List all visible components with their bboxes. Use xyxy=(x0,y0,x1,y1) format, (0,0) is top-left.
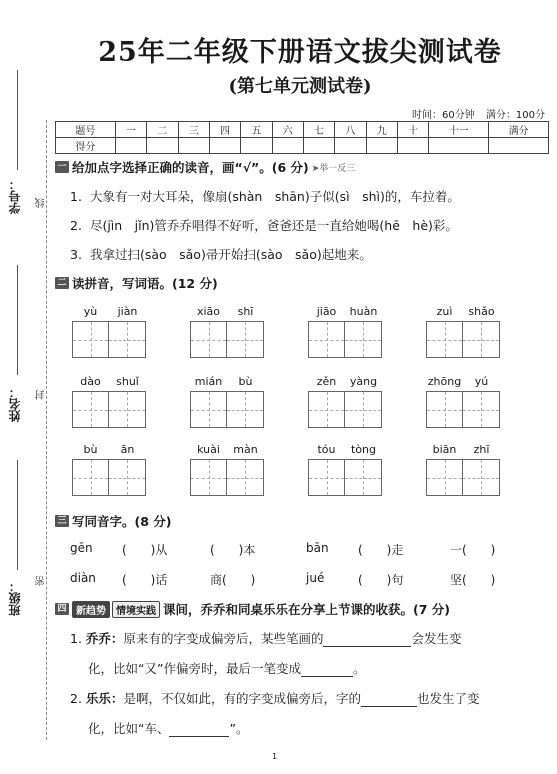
writing-box[interactable] xyxy=(308,321,345,358)
score-header-row xyxy=(56,122,549,138)
writing-box[interactable] xyxy=(227,391,264,428)
score-cell[interactable] xyxy=(115,138,146,154)
section-title: 给加点字选择正确的读音，画“√”。(6 分) xyxy=(72,160,309,175)
pinyin-word-group xyxy=(190,443,264,496)
homophone-blank[interactable]: ( )本 xyxy=(210,543,256,557)
question-number: 1. xyxy=(70,631,82,646)
pinyin: huàn xyxy=(349,305,378,318)
dialogue-line xyxy=(88,719,248,737)
question-number: 2. xyxy=(70,218,82,233)
writing-box[interactable] xyxy=(463,321,500,358)
section-title: 读拼音，写词语。(12 分) xyxy=(72,276,218,291)
writing-box[interactable] xyxy=(109,321,146,358)
writing-box[interactable] xyxy=(190,459,227,496)
pinyin-word-group xyxy=(72,305,146,358)
homophone-blank[interactable]: 坚( ) xyxy=(450,573,496,587)
seal-line xyxy=(46,120,47,740)
pinyin-word-group xyxy=(308,305,382,358)
pinyin: shuǐ xyxy=(116,375,139,388)
score-cell[interactable] xyxy=(178,138,209,154)
score-cell[interactable] xyxy=(209,138,240,154)
writing-box[interactable] xyxy=(227,459,264,496)
writing-box[interactable] xyxy=(190,391,227,428)
pinyin: bù xyxy=(238,375,253,388)
pinyin: màn xyxy=(233,443,258,456)
writing-box[interactable] xyxy=(463,391,500,428)
score-row-label: 得分 xyxy=(56,138,116,154)
pinyin: zhōng xyxy=(427,375,462,388)
name-label: 姓名： xyxy=(8,386,22,422)
dialogue-text: 会发生变 xyxy=(411,631,462,646)
pinyin-word-group xyxy=(426,443,500,496)
section-1-heading xyxy=(55,158,355,176)
writing-box[interactable] xyxy=(308,459,345,496)
student-no-underline xyxy=(17,70,18,170)
pinyin: yú xyxy=(474,375,489,388)
section-number: 四 xyxy=(55,603,69,615)
pinyin-word-group xyxy=(426,305,500,358)
question-text: 尽(jìn jǐn)管乔乔唱得不好听，爸爸还是一直给她喝(hē hè)彩。 xyxy=(89,218,458,233)
trend-badge: 新趋势 xyxy=(72,601,110,618)
section-number: 三 xyxy=(55,515,69,527)
writing-box[interactable] xyxy=(109,391,146,428)
answer-blank[interactable] xyxy=(169,724,229,737)
score-cell[interactable] xyxy=(241,138,272,154)
pinyin: zhī xyxy=(473,443,490,456)
pinyin: ān xyxy=(120,443,135,456)
score-cell[interactable] xyxy=(303,138,334,154)
pinyin: zěn xyxy=(316,375,337,388)
pinyin: bù xyxy=(83,443,98,456)
dialogue-text: 原来有的字变成偏旁后，某些笔画的 xyxy=(123,631,324,646)
writing-box[interactable] xyxy=(426,459,463,496)
dialogue-text: 也发生了变 xyxy=(416,691,480,706)
score-header-cell: 四 xyxy=(209,122,240,138)
page-title: 25年二年级下册语文拔尖测试卷 xyxy=(98,37,502,68)
homophone-pinyin: bān xyxy=(306,541,329,555)
question-number: 1. xyxy=(70,189,82,204)
binding-margin xyxy=(0,0,48,774)
writing-box[interactable] xyxy=(345,391,382,428)
pinyin: yù xyxy=(83,305,98,318)
seal-char-mi: 密 xyxy=(36,576,47,586)
pinyin: yàng xyxy=(349,375,378,388)
section-3-heading xyxy=(55,512,171,530)
writing-box[interactable] xyxy=(72,321,109,358)
page-number: 1 xyxy=(272,752,278,761)
full-score: 满分：100分 xyxy=(485,110,545,121)
score-cell[interactable] xyxy=(429,138,489,154)
score-cell[interactable] xyxy=(335,138,366,154)
score-header-cell: 八 xyxy=(335,122,366,138)
score-header-cell: 五 xyxy=(241,122,272,138)
question-item xyxy=(70,245,372,263)
pinyin-word-group xyxy=(308,375,382,428)
writing-box[interactable] xyxy=(345,321,382,358)
pinyin-word-group xyxy=(72,443,146,496)
score-header-cell: 十一 xyxy=(429,122,489,138)
writing-box[interactable] xyxy=(109,459,146,496)
seal-char-xian: 线 xyxy=(36,198,47,208)
question-item xyxy=(70,187,460,205)
question-number: 3. xyxy=(70,247,82,262)
name-underline xyxy=(17,265,18,375)
dialogue-text: 化，比如“又”作偏旁时，最后一笔变成 xyxy=(88,661,301,676)
pinyin: dào xyxy=(80,375,101,388)
speaker-name: 乐乐： xyxy=(85,691,124,706)
homophone-blank[interactable]: ( )走 xyxy=(358,543,404,557)
dialogue-line xyxy=(70,629,461,647)
pinyin: zuì xyxy=(436,305,453,318)
dialogue-text: 是啊，不仅如此，有的字变成偏旁后，字的 xyxy=(123,691,361,706)
writing-box[interactable] xyxy=(426,391,463,428)
homophone-blank[interactable]: ( )句 xyxy=(358,573,404,587)
question-item xyxy=(70,216,458,234)
score-header-cell: 十 xyxy=(397,122,428,138)
pinyin-word-group xyxy=(72,375,146,428)
exam-meta xyxy=(404,106,545,121)
score-input-row xyxy=(56,138,549,154)
dialogue-text: 化，比如“车、 xyxy=(88,721,170,736)
score-header-cell: 七 xyxy=(303,122,334,138)
homophone-blank[interactable]: ( )从 xyxy=(122,543,168,557)
class-label: 班级： xyxy=(8,580,22,616)
score-header-cell: 六 xyxy=(272,122,303,138)
time-limit: 时间：60分钟 xyxy=(411,110,475,121)
dialogue-text: 。 xyxy=(352,661,366,676)
pinyin-word-group xyxy=(190,305,264,358)
writing-box[interactable] xyxy=(190,321,227,358)
dialogue-line xyxy=(88,659,365,677)
answer-blank[interactable] xyxy=(361,694,417,707)
question-text: 我拿过扫(sào sǎo)帚开始扫(sào sǎo)起地来。 xyxy=(89,247,372,262)
score-cell[interactable] xyxy=(272,138,303,154)
score-header-cell: 二 xyxy=(147,122,178,138)
pinyin: jiàn xyxy=(117,305,138,318)
writing-box[interactable] xyxy=(308,391,345,428)
section-number: 二 xyxy=(55,277,69,289)
dialogue-text: ”。 xyxy=(229,721,249,736)
section-number: 一 xyxy=(55,161,69,173)
section-4-heading xyxy=(55,600,450,618)
pinyin: jiāo xyxy=(316,305,337,318)
pinyin: tòng xyxy=(351,443,376,456)
score-header-cell: 满分 xyxy=(489,122,549,138)
pinyin: mián xyxy=(194,375,223,388)
question-number: 2. xyxy=(70,691,82,706)
pinyin: tóu xyxy=(317,443,336,456)
section-note: ➤举一反三 xyxy=(311,163,356,174)
dialogue-line xyxy=(70,689,479,707)
pinyin-word-group xyxy=(308,443,382,496)
writing-box[interactable] xyxy=(345,459,382,496)
seal-char-feng: 封 xyxy=(36,390,47,400)
writing-box[interactable] xyxy=(463,459,500,496)
score-header-cell: 三 xyxy=(178,122,209,138)
speaker-name: 乔乔： xyxy=(85,631,124,646)
pinyin: kuài xyxy=(197,443,220,456)
writing-box[interactable] xyxy=(227,321,264,358)
score-header-cell: 题号 xyxy=(56,122,116,138)
answer-blank[interactable] xyxy=(323,634,411,647)
pinyin-word-group xyxy=(426,375,500,428)
pinyin-word-group xyxy=(190,375,264,428)
writing-box[interactable] xyxy=(72,391,109,428)
pinyin: shī xyxy=(237,305,254,318)
homophone-blank[interactable]: 商( ) xyxy=(210,573,256,587)
homophone-pinyin: diàn xyxy=(70,571,96,585)
score-table xyxy=(55,121,549,154)
writing-box[interactable] xyxy=(72,459,109,496)
homophone-blank[interactable]: ( )话 xyxy=(122,573,168,587)
homophone-pinyin: gēn xyxy=(70,541,93,555)
homophone-blank[interactable]: 一( ) xyxy=(450,543,496,557)
practice-badge: 情境实践 xyxy=(112,601,160,618)
homophone-pinyin: jué xyxy=(306,571,325,585)
score-cell[interactable] xyxy=(147,138,178,154)
question-text: 大象有一对大耳朵，像扇(shàn shān)子似(sì shì)的，车拉着。 xyxy=(89,189,460,204)
class-underline xyxy=(17,460,18,570)
pinyin: shǎo xyxy=(468,305,495,318)
pinyin: biān xyxy=(432,443,457,456)
score-cell[interactable] xyxy=(489,138,549,154)
section-title: 课间，乔乔和同桌乐乐在分享上节课的收获。(7 分) xyxy=(163,602,450,617)
page-subtitle: (第七单元测试卷) xyxy=(228,76,372,97)
score-header-cell: 一 xyxy=(115,122,146,138)
student-no-label: 学号： xyxy=(8,178,22,214)
score-cell[interactable] xyxy=(397,138,428,154)
pinyin: xiāo xyxy=(196,305,221,318)
score-header-cell: 九 xyxy=(366,122,397,138)
score-cell[interactable] xyxy=(366,138,397,154)
writing-box[interactable] xyxy=(426,321,463,358)
section-2-heading xyxy=(55,274,218,292)
section-title: 写同音字。(8 分) xyxy=(72,514,172,529)
answer-blank[interactable] xyxy=(301,664,353,677)
